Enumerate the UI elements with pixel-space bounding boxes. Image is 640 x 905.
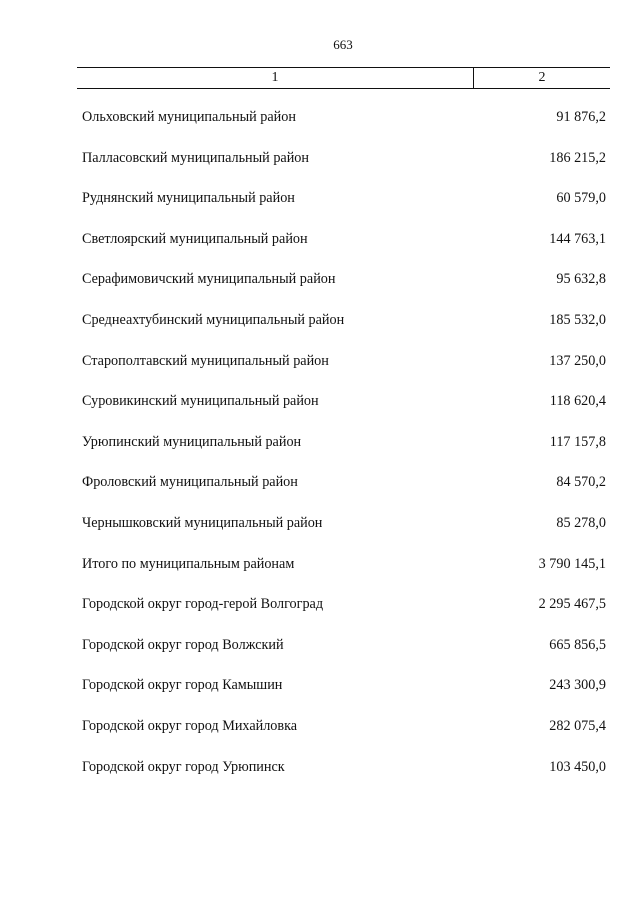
column-header-1: 1 <box>271 70 279 85</box>
row-name: Ольховский муниципальный район <box>82 109 296 125</box>
table-header <box>77 67 610 89</box>
row-value: 2 295 467,5 <box>538 596 606 612</box>
row-name: Итого по муниципальным районам <box>82 556 295 572</box>
table-row <box>82 393 606 413</box>
table-row <box>82 271 606 291</box>
row-name: Городской округ город Камышин <box>82 677 283 693</box>
row-value: 91 876,2 <box>556 109 606 125</box>
row-value: 185 532,0 <box>549 312 606 328</box>
row-value: 60 579,0 <box>556 190 606 206</box>
row-value: 137 250,0 <box>549 353 606 369</box>
row-name: Городской округ город Михайловка <box>82 718 298 734</box>
row-value: 118 620,4 <box>549 393 606 409</box>
row-name: Среднеахтубинский муниципальный район <box>82 312 345 328</box>
table-row <box>82 434 606 454</box>
table-row <box>82 474 606 494</box>
row-value: 85 278,0 <box>556 515 606 531</box>
row-name: Урюпинский муниципальный район <box>82 434 302 450</box>
table-row <box>82 596 606 616</box>
column-header-2: 2 <box>538 70 546 85</box>
row-name: Старополтавский муниципальный район <box>82 353 329 369</box>
row-name: Светлоярский муниципальный район <box>82 231 308 247</box>
row-name: Руднянский муниципальный район <box>82 190 295 206</box>
table-row <box>82 677 606 697</box>
page-number: 663 <box>333 37 353 52</box>
row-name: Городской округ город Урюпинск <box>82 759 285 775</box>
table-row <box>82 556 606 576</box>
row-value: 84 570,2 <box>556 474 606 490</box>
row-name: Фроловский муниципальный район <box>82 474 298 490</box>
table-row <box>82 312 606 332</box>
row-value: 95 632,8 <box>556 271 606 287</box>
row-name: Городской округ город-герой Волгоград <box>82 596 324 612</box>
table-row <box>82 718 606 738</box>
row-value: 665 856,5 <box>549 637 606 653</box>
table-row <box>82 190 606 210</box>
row-name: Серафимовичский муниципальный район <box>82 271 336 287</box>
row-value: 103 450,0 <box>549 759 606 775</box>
row-value: 117 157,8 <box>549 434 606 450</box>
table-row <box>82 637 606 657</box>
table-row <box>82 231 606 251</box>
table-row <box>82 109 606 129</box>
row-value: 243 300,9 <box>549 677 606 693</box>
table-row <box>82 759 606 779</box>
row-value: 282 075,4 <box>549 718 606 734</box>
row-name: Палласовский муниципальный район <box>82 150 309 166</box>
table-row <box>82 515 606 535</box>
row-name: Чернышковский муниципальный район <box>82 515 323 531</box>
row-value: 3 790 145,1 <box>538 556 606 572</box>
row-name: Городской округ город Волжский <box>82 637 284 653</box>
table-row <box>82 150 606 170</box>
row-value: 186 215,2 <box>549 150 606 166</box>
table-row <box>82 353 606 373</box>
row-value: 144 763,1 <box>549 231 606 247</box>
row-name: Суровикинский муниципальный район <box>82 393 319 409</box>
